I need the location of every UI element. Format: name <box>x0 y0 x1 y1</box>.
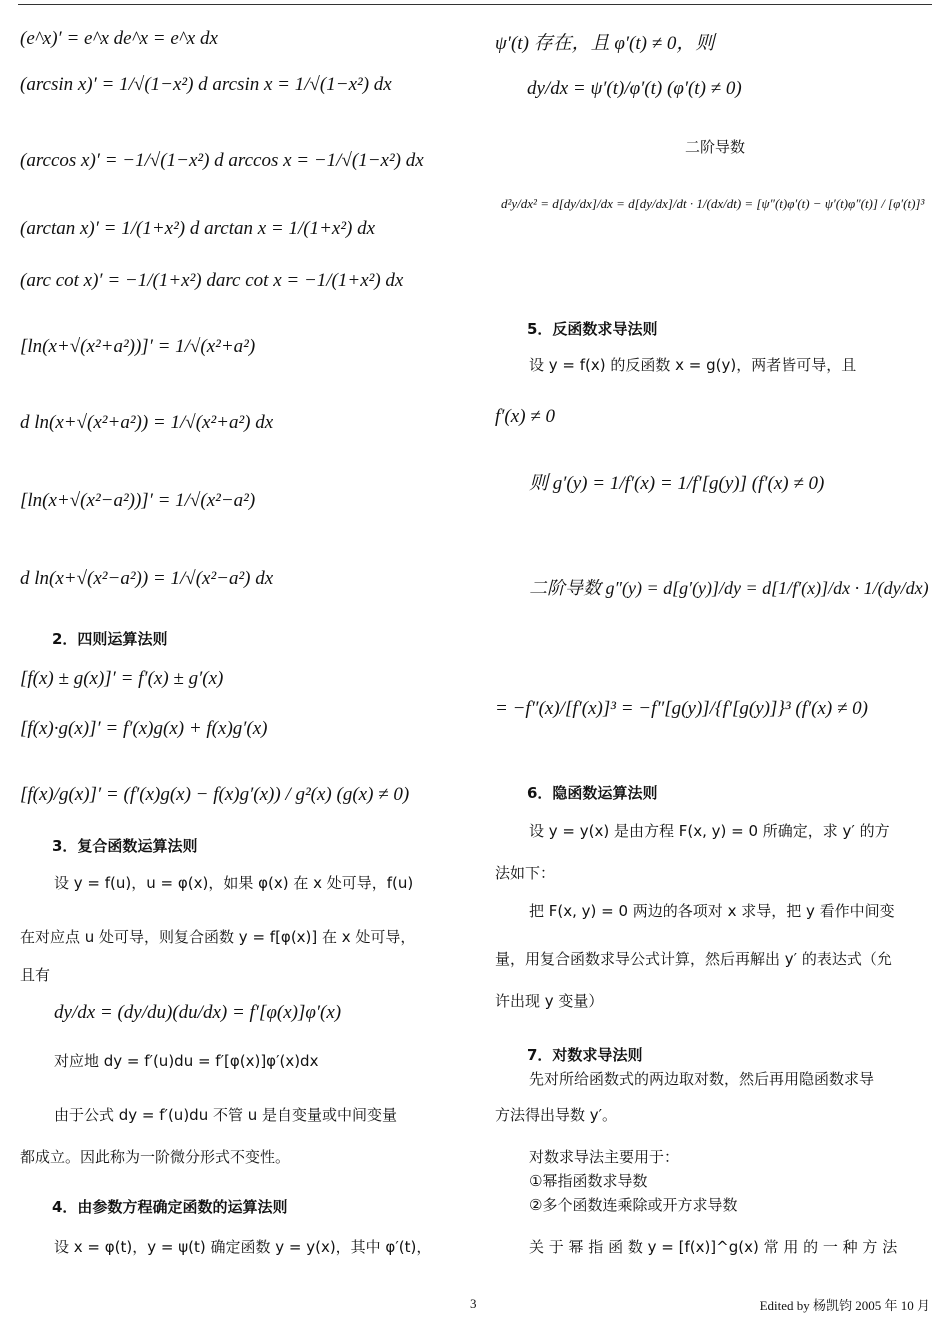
section-heading-2: 2．四则运算法则 <box>52 630 168 648</box>
formula-arcsin: (arcsin x)′ = 1/√(1−x²) d arcsin x = 1/√(1−x²) dx <box>20 74 392 95</box>
paragraph-6c: 把 F(x, y) = 0 两边的各项对 x 求导，把 y 看作中间变 <box>529 902 895 920</box>
paragraph-3c: 且有 <box>20 966 51 984</box>
formula-chain-rule: dy/dx = (dy/du)(du/dx) = f′[φ(x)]φ′(x) <box>54 1002 342 1023</box>
paragraph-5b: f′(x) ≠ 0 <box>495 406 555 427</box>
paragraph-6d: 量，用复合函数求导公式计算，然后再解出 y′ 的表达式（允 <box>495 950 892 968</box>
paragraph-6a: 设 y = y(x) 是由方程 F(x, y) = 0 所确定，求 y′ 的方 <box>529 822 890 840</box>
formula-ln-minus-derivative: [ln(x+√(x²−a²))]′ = 1/√(x²−a²) <box>20 490 256 511</box>
formula-param-first: dy/dx = ψ′(t)/φ′(t) (φ′(t) ≠ 0) <box>527 78 742 99</box>
paragraph-3a: 设 y = f(u)，u = φ(x)，如果 φ(x) 在 x 处可导，f(u) <box>54 874 414 892</box>
paragraph-7d: ①幂指函数求导数 <box>529 1172 648 1190</box>
rule-sum: [f(x) ± g(x)]′ = f′(x) ± g′(x) <box>20 668 224 689</box>
formula-arccot: (arc cot x)′ = −1/(1+x²) darc cot x = −1/(1+x²) dx <box>20 270 404 291</box>
footer-credit: Edited by 杨凯钧 2005 年 10 月 <box>759 1298 930 1313</box>
paragraph-6b: 法如下： <box>495 864 556 882</box>
rule-product: [f(x)·g(x)]′ = f′(x)g(x) + f(x)g′(x) <box>20 718 268 739</box>
formula-arctan: (arctan x)′ = 1/(1+x²) d arctan x = 1/(1+x²) dx <box>20 218 376 239</box>
paragraph-7b: 方法得出导数 y′。 <box>495 1106 618 1124</box>
section-heading-6: 6．隐函数运算法则 <box>527 784 658 802</box>
section-heading-5: 5．反函数求导法则 <box>527 320 658 338</box>
subheading-second-derivative: 二阶导数 <box>684 138 745 156</box>
paragraph-7e: ②多个函数连乘除或开方求导数 <box>529 1196 738 1214</box>
paragraph-7f: 关 于 幂 指 函 数 y = [f(x)]^g(x) 常 用 的 一 种 方 法 <box>529 1238 898 1256</box>
paragraph-3e: 由于公式 dy = f′(u)du 不管 u 是自变量或中间变量 <box>54 1106 398 1124</box>
paragraph-5a: 设 y = f(x) 的反函数 x = g(y)，两者皆可导，且 <box>529 356 857 374</box>
paragraph-7c: 对数求导法主要用于： <box>529 1148 680 1166</box>
formula-ln-plus-derivative: [ln(x+√(x²+a²))]′ = 1/√(x²+a²) <box>20 336 256 357</box>
cut-text-top: ψ′(t) 存在，且 φ′(t) ≠ 0，则 <box>495 33 715 54</box>
section-heading-3: 3．复合函数运算法则 <box>52 837 198 855</box>
section-heading-4: 4．由参数方程确定函数的运算法则 <box>52 1198 288 1216</box>
formula-ln-plus-differential: d ln(x+√(x²+a²)) = 1/√(x²+a²) dx <box>20 412 274 433</box>
formula-inverse-second: 二阶导数 g″(y) = d[g′(y)]/dy = d[1/f′(x)]/dx · 1/(dy/dx) <box>529 578 929 598</box>
formula-param-second: d²y/dx² = d[dy/dx]/dx = d[dy/dx]/dt · 1/(dx/dt) = [ψ″(t)φ′(t) − ψ′(t)φ″(t)] / [φ′(t)]³ <box>501 196 925 211</box>
cut-formula-top: (e^x)′ = e^x de^x = e^x dx <box>20 28 218 49</box>
section-heading-7: 7．对数求导法则 <box>527 1046 643 1064</box>
paragraph-3f: 都成立。因此称为一阶微分形式不变性。 <box>20 1148 291 1166</box>
formula-inverse-second-result: = −f″(x)/[f′(x)]³ = −f″[g(y)]/{f′[g(y)]}³ (f′(x) ≠ 0) <box>495 698 869 719</box>
header-rule <box>18 4 932 5</box>
rule-quotient: [f(x)/g(x)]′ = (f′(x)g(x) − f(x)g′(x)) / g²(x) (g(x) ≠ 0) <box>20 784 410 805</box>
paragraph-3d: 对应地 dy = f′(u)du = f′[φ(x)]φ′(x)dx <box>54 1052 319 1070</box>
paragraph-7a: 先对所给函数式的两边取对数，然后再用隐函数求导 <box>529 1070 875 1088</box>
paragraph-4: 设 x = φ(t)，y = ψ(t) 确定函数 y = y(x)，其中 φ′(t)， <box>54 1238 432 1256</box>
page-number: 3 <box>470 1296 477 1311</box>
paragraph-6e: 许出现 y 变量） <box>495 992 604 1010</box>
formula-ln-minus-differential: d ln(x+√(x²−a²)) = 1/√(x²−a²) dx <box>20 568 274 589</box>
formula-inverse-first: 则 g′(y) = 1/f′(x) = 1/f′[g(y)] (f′(x) ≠ 0) <box>529 473 825 494</box>
paragraph-3b: 在对应点 u 处可导，则复合函数 y = f[φ(x)] 在 x 处可导， <box>20 928 416 946</box>
formula-arccos: (arccos x)′ = −1/√(1−x²) d arccos x = −1/√(1−x²) dx <box>20 150 424 171</box>
